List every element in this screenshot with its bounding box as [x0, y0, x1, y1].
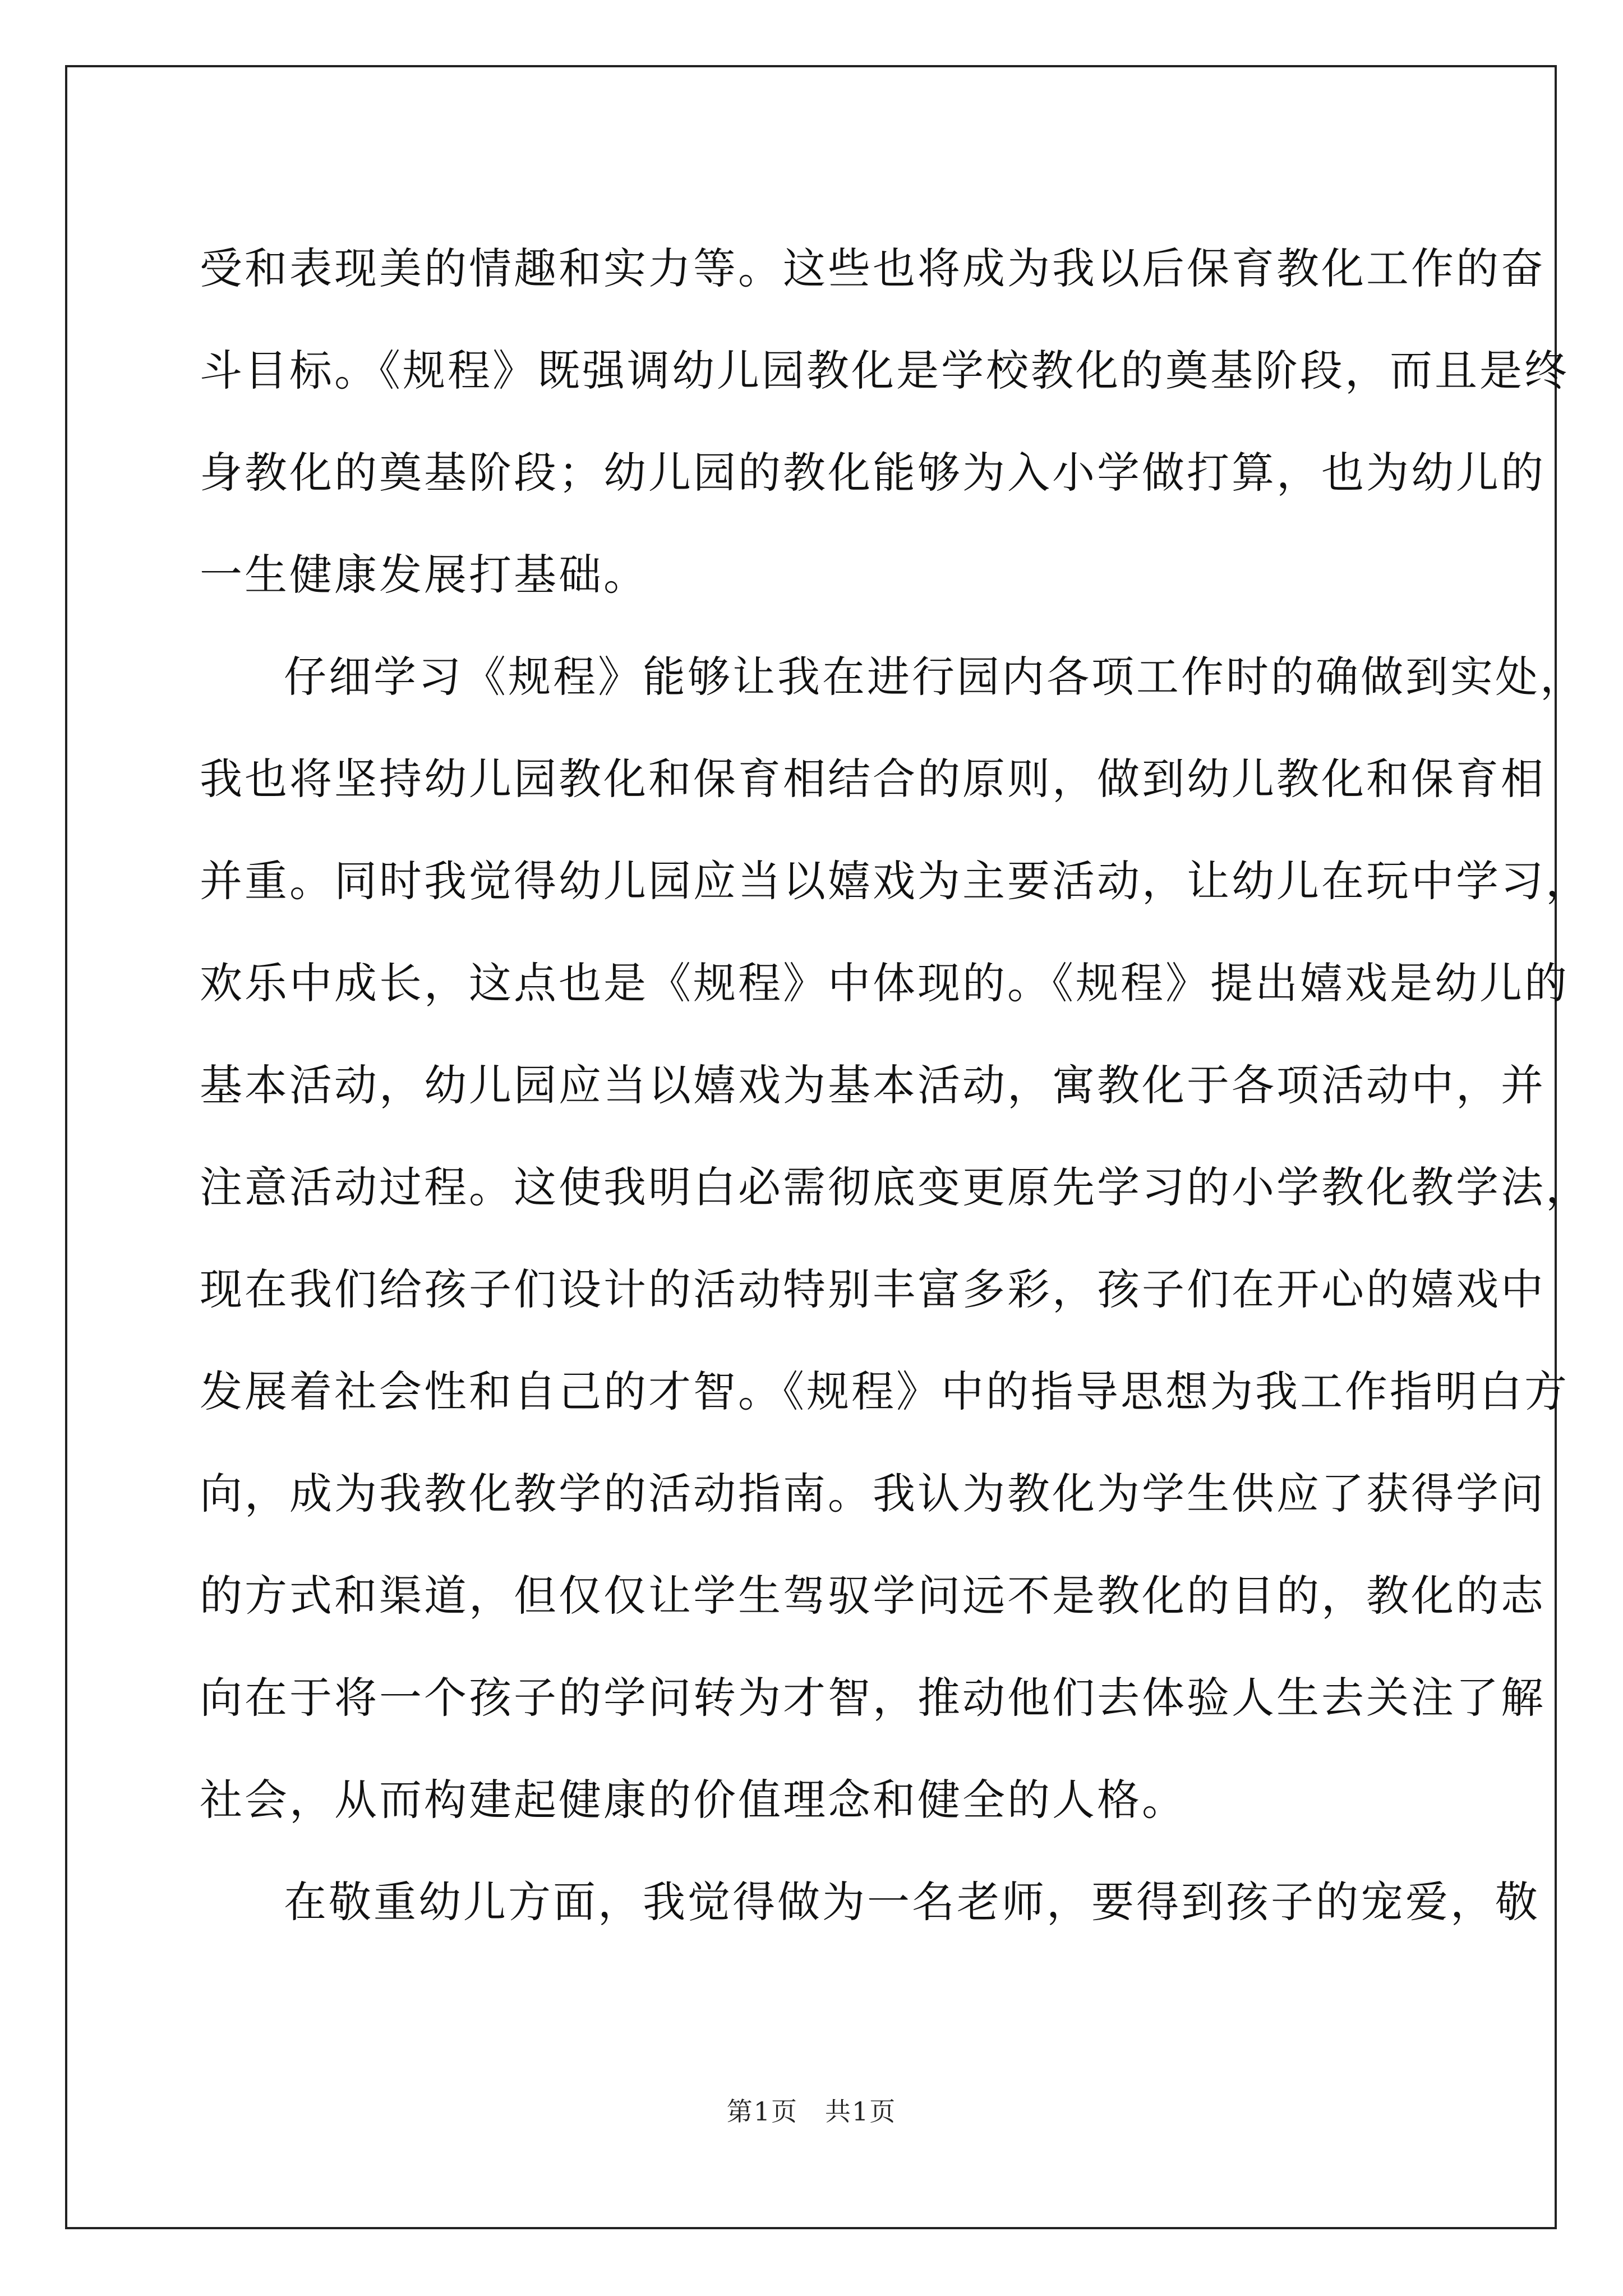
paragraph-start-line: 在敬重幼儿方面，我觉得做为一名老师，要得到孩子的宠爱，敬: [284, 1877, 1540, 1927]
text-line: 基本活动，幼儿园应当以嬉戏为基本活动，寓教化于各项活动中，并: [200, 1060, 1546, 1110]
text-line: 现在我们给孩子们设计的活动特别丰富多彩，孩子们在开心的嬉戏中: [200, 1264, 1546, 1314]
text-line: 向在于将一个孩子的学问转为才智，推动他们去体验人生去关注了解: [200, 1673, 1546, 1723]
text-line: 斗目标。《规程》既强调幼儿园教化是学校教化的奠基阶段，而且是终: [200, 346, 1569, 395]
text-line: 我也将坚持幼儿园教化和保育相结合的原则，做到幼儿教化和保育相: [200, 754, 1546, 804]
page-number-footer: 第1页 共1页: [726, 2096, 897, 2127]
text-line: 并重。同时我觉得幼儿园应当以嬉戏为主要活动，让幼儿在玩中学习，: [200, 856, 1590, 906]
document-body: [200, 218, 1590, 1953]
paragraph-start-line: 仔细学习《规程》能够让我在进行园内各项工作时的确做到实处，: [284, 652, 1585, 702]
text-line: 社会，从而构建起健康的价值理念和健全的人格。: [200, 1775, 1187, 1825]
text-line: 受和表现美的情趣和实力等。这些也将成为我以后保育教化工作的奋: [200, 243, 1546, 293]
text-line: 一生健康发展打基础。: [200, 550, 648, 600]
text-line: 发展着社会性和自己的才智。《规程》中的指导思想为我工作指明白方: [200, 1366, 1569, 1416]
text-line: 身教化的奠基阶段；幼儿园的教化能够为入小学做打算，也为幼儿的: [200, 448, 1546, 498]
text-line: 的方式和渠道，但仅仅让学生驾驭学问远不是教化的目的，教化的志: [200, 1571, 1546, 1621]
text-line: 向，成为我教化教学的活动指南。我认为教化为学生供应了获得学问: [200, 1469, 1546, 1519]
text-line: 注意活动过程。这使我明白必需彻底变更原先学习的小学教化教学法，: [200, 1162, 1590, 1212]
text-line: 欢乐中成长，这点也是《规程》中体现的。《规程》提出嬉戏是幼儿的: [200, 958, 1569, 1008]
